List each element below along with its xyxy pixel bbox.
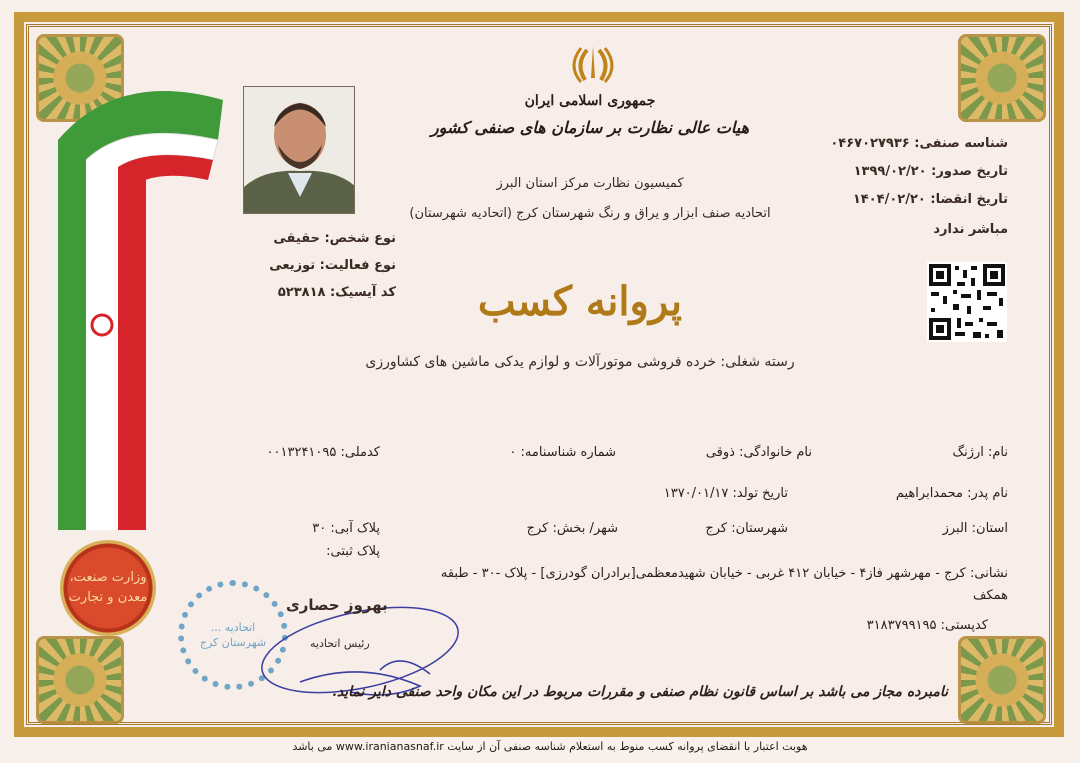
- header-union: اتحادیه صنف ابزار و یراق و رنگ شهرستان کرج (اتحادیه شهرستان): [409, 206, 771, 221]
- field-address: نشانی: کرج - مهرشهر فاز۴ - خیابان ۴۱۲ غربی - خیابان شهیدمعظمی[برادران گودرزی] - پلاک -۳۰ - طبقه: [440, 566, 1008, 581]
- header-commission: کمیسیون نظارت مرکز استان البرز: [496, 176, 684, 191]
- field-birth-date: تاریخ تولد: ۱۳۷۰/۰۱/۱۷: [663, 486, 788, 501]
- iran-emblem-icon: [569, 42, 617, 86]
- activity-type: نوع فعالیت: توزیعی: [269, 258, 396, 273]
- ministry-seal-icon: [60, 540, 156, 636]
- field-father: نام پدر: محمدابراهیم: [895, 486, 1008, 501]
- qr-code-icon: [927, 262, 1007, 342]
- signatory-role: رئیس اتحادیه: [310, 637, 370, 650]
- holder-photo: [243, 86, 355, 214]
- field-id-number: شماره شناسنامه: ۰: [509, 445, 616, 460]
- trade-category: رسته شغلی: خرده فروشی موتورآلات و لوازم یدکی ماشین های کشاورزی: [365, 354, 795, 370]
- field-plaque-registered: پلاک ثبتی:: [326, 544, 380, 559]
- footer-note: هوبت اعتبار با انقضای پروانه کسب منوط به استعلام شناسه صنفی آن از سایت www.iranianasnaf.ir می باشد: [292, 740, 808, 753]
- field-province: استان: البرز: [942, 521, 1008, 536]
- guild-id: شناسه صنفی: ۰۴۶۷۰۲۷۹۳۶: [830, 136, 1008, 151]
- direct-status: مباشر ندارد: [933, 222, 1008, 237]
- field-national-code: کدملی: ۰۰۱۳۲۴۱۰۹۵: [266, 445, 380, 460]
- corner-ornament-icon: [958, 636, 1046, 724]
- isic-code: کد آیسیک: ۵۲۳۸۱۸: [277, 285, 396, 300]
- field-plaque-blue: پلاک آبی: ۳۰: [312, 521, 380, 536]
- expiry-date: تاریخ انقضا: ۱۴۰۴/۰۲/۲۰: [852, 192, 1008, 207]
- header-republic: جمهوری اسلامی ایران: [524, 93, 656, 109]
- signatory-name: بهروز حصاری: [286, 596, 388, 614]
- field-name: نام: ارژنگ: [952, 445, 1008, 460]
- corner-ornament-icon: [958, 34, 1046, 122]
- field-family: نام خانوادگی: ذوقی: [705, 445, 812, 460]
- field-postal-code: کدپستی: ۳۱۸۳۷۹۹۱۹۵: [866, 618, 988, 633]
- union-stamp-text: اتحادیه ... شهرستان کرج: [199, 621, 267, 649]
- flag-ribbon-icon: [58, 80, 148, 540]
- issue-date: تاریخ صدور: ۱۳۹۹/۰۲/۲۰: [853, 164, 1008, 179]
- field-address-cont: همکف: [972, 588, 1008, 603]
- corner-ornament-icon: [36, 636, 124, 724]
- person-type: نوع شخص: حقیقی: [273, 231, 396, 246]
- field-city: شهر/ بخش: کرج: [526, 521, 618, 536]
- legal-notice: نامبرده مجاز می باشد بر اساس قانون نظام صنفی و مقررات مربوط در این مکان واحد صنفی دایر نماید.: [331, 684, 949, 700]
- field-county: شهرستان: کرج: [705, 521, 788, 536]
- header-board: هیات عالی نظارت بر سازمان های صنفی کشور: [430, 118, 750, 137]
- certificate-title: پروانه کسب: [477, 278, 683, 325]
- ministry-seal-text: وزارت صنعت، معدن و تجارت: [68, 570, 148, 605]
